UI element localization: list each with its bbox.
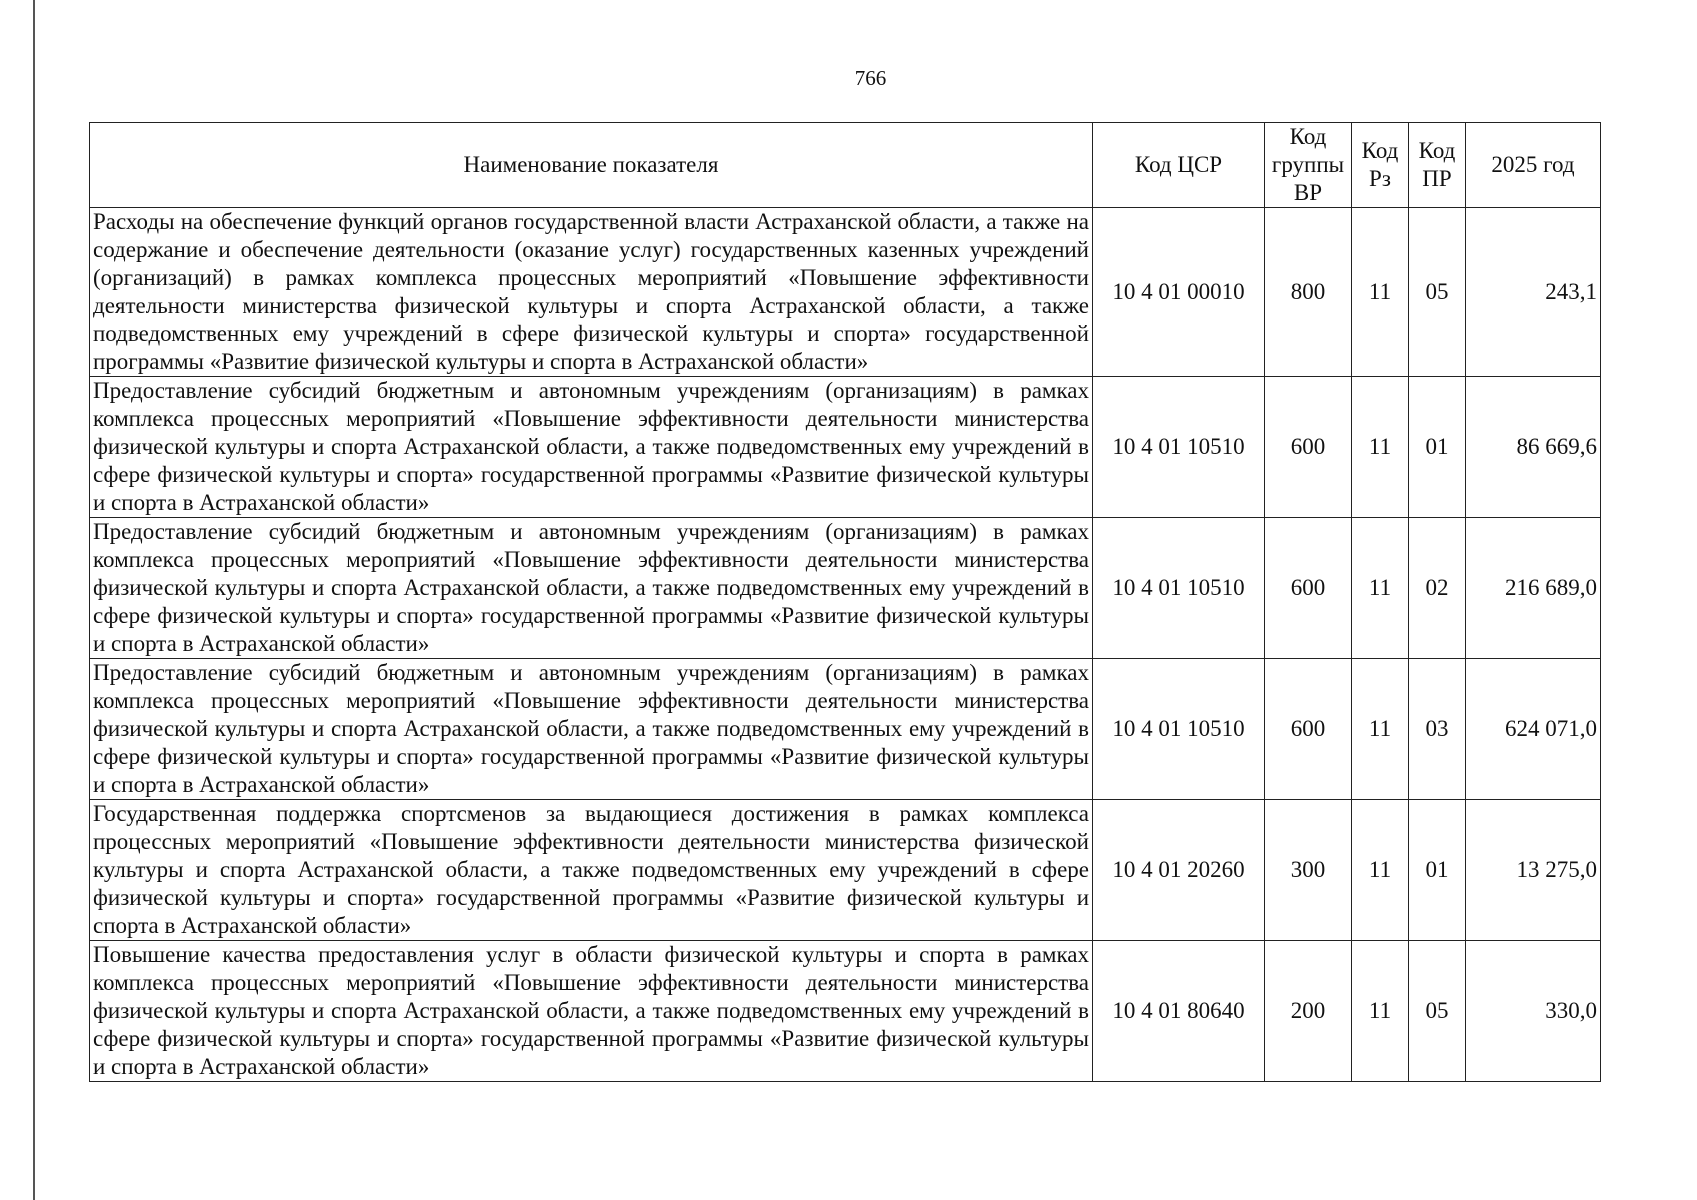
header-year-2025: 2025 год: [1466, 123, 1601, 208]
page-number: 766: [854, 66, 887, 90]
row-rz-code: 11: [1352, 800, 1409, 941]
row-amount: 13 275,0: [1466, 800, 1601, 941]
row-pr-code: 02: [1409, 518, 1466, 659]
row-csr-code: 10 4 01 80640: [1093, 941, 1265, 1082]
table-row: [90, 800, 1601, 941]
row-vr-code: 600: [1265, 377, 1352, 518]
row-name: Повышение качества предоставления услуг в области физической культуры и спорта в рамках комплекса процессных мероприятий «Повышение эффективности деятельности министерства физической культуры и спорта Астраханской области, а также подведомственных ему учреждений в сфере физической культуры и спорта» государственной программы «Развитие физической культуры и спорта в Астраханской области»: [90, 941, 1093, 1082]
row-amount: 86 669,6: [1466, 377, 1601, 518]
row-csr-code: 10 4 01 10510: [1093, 377, 1265, 518]
row-name: Предоставление субсидий бюджетным и автономным учреждениям (организациям) в рамках комплекса процессных мероприятий «Повышение эффективности деятельности министерства физической культуры и спорта Астраханской области, а также подведомственных ему учреждений в сфере физической культуры и спорта» государственной программы «Развитие физической культуры и спорта в Астраханской области»: [90, 659, 1093, 800]
row-vr-code: 600: [1265, 659, 1352, 800]
row-rz-code: 11: [1352, 518, 1409, 659]
row-rz-code: 11: [1352, 941, 1409, 1082]
row-name: Предоставление субсидий бюджетным и автономным учреждениям (организациям) в рамках комплекса процессных мероприятий «Повышение эффективности деятельности министерства физической культуры и спорта Астраханской области, а также подведомственных ему учреждений в сфере физической культуры и спорта» государственной программы «Развитие физической культуры и спорта в Астраханской области»: [90, 518, 1093, 659]
table-row: [90, 659, 1601, 800]
header-csr-code: Код ЦСР: [1093, 123, 1265, 208]
table-row: [90, 518, 1601, 659]
table-row: [90, 377, 1601, 518]
row-pr-code: 01: [1409, 800, 1466, 941]
table-header-row: [90, 123, 1601, 208]
row-vr-code: 800: [1265, 208, 1352, 377]
row-csr-code: 10 4 01 10510: [1093, 518, 1265, 659]
header-name: Наименование показателя: [90, 123, 1093, 208]
row-vr-code: 600: [1265, 518, 1352, 659]
budget-table: [89, 122, 1601, 1082]
row-csr-code: 10 4 01 10510: [1093, 659, 1265, 800]
row-amount: 624 071,0: [1466, 659, 1601, 800]
row-csr-code: 10 4 01 20260: [1093, 800, 1265, 941]
row-amount: 243,1: [1466, 208, 1601, 377]
table-row: [90, 941, 1601, 1082]
row-pr-code: 05: [1409, 208, 1466, 377]
row-csr-code: 10 4 01 00010: [1093, 208, 1265, 377]
row-pr-code: 03: [1409, 659, 1466, 800]
row-rz-code: 11: [1352, 659, 1409, 800]
row-pr-code: 01: [1409, 377, 1466, 518]
row-name: Государственная поддержка спортсменов за выдающиеся достижения в рамках комплекса процессных мероприятий «Повышение эффективности деятельности министерства физической культуры и спорта Астраханской области, а также подведомственных ему учреждений в сфере физической культуры и спорта» государственной программы «Развитие физической культуры и спорта в Астраханской области»: [90, 800, 1093, 941]
row-pr-code: 05: [1409, 941, 1466, 1082]
row-amount: 330,0: [1466, 941, 1601, 1082]
binding-edge-line: [33, 0, 35, 1200]
header-vr-code: Код группы ВР: [1265, 123, 1352, 208]
row-name: Расходы на обеспечение функций органов государственной власти Астраханской области, а также на содержание и обеспечение деятельности (оказание услуг) государственных казенных учреждений (организаций) в рамках комплекса процессных мероприятий «Повышение эффективности деятельности министерства физической культуры и спорта Астраханской области, а также подведомственных ему учреждений в сфере физической культуры и спорта» государственной программы «Развитие физической культуры и спорта в Астраханской области»: [90, 208, 1093, 377]
row-vr-code: 200: [1265, 941, 1352, 1082]
row-amount: 216 689,0: [1466, 518, 1601, 659]
row-rz-code: 11: [1352, 208, 1409, 377]
row-rz-code: 11: [1352, 377, 1409, 518]
header-rz-code: Код Рз: [1352, 123, 1409, 208]
header-pr-code: Код ПР: [1409, 123, 1466, 208]
row-vr-code: 300: [1265, 800, 1352, 941]
table-row: [90, 208, 1601, 377]
row-name: Предоставление субсидий бюджетным и автономным учреждениям (организациям) в рамках комплекса процессных мероприятий «Повышение эффективности деятельности министерства физической культуры и спорта Астраханской области, а также подведомственных ему учреждений в сфере физической культуры и спорта» государственной программы «Развитие физической культуры и спорта в Астраханской области»: [90, 377, 1093, 518]
